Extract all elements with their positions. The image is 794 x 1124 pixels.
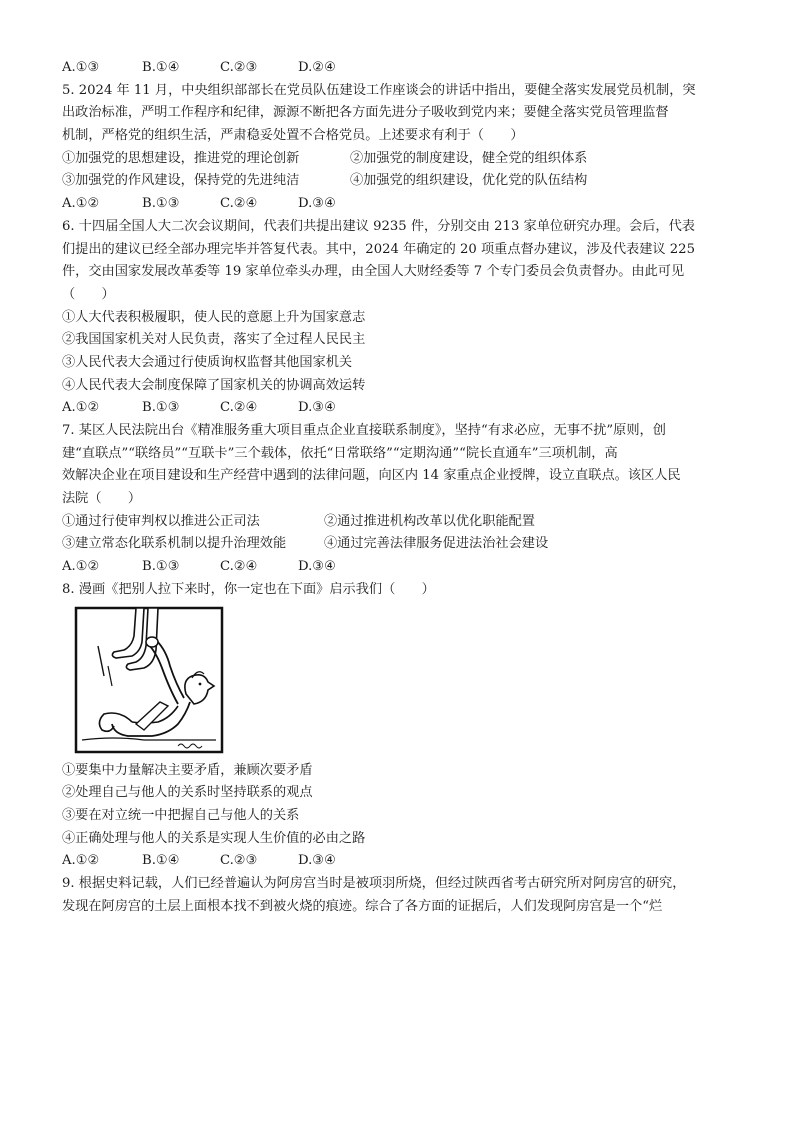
option-d[interactable]: D.②④ <box>298 60 336 75</box>
q7-item-2: ②通过推进机构改革以优化职能配置 <box>324 513 535 529</box>
option-c[interactable]: C.②④ <box>220 196 258 212</box>
q5-options <box>62 193 738 216</box>
option-c[interactable]: C.②④ <box>220 559 258 575</box>
option-c[interactable]: C.②③ <box>220 853 258 869</box>
q6-stem-line-3: 件，交由国家发展改革委等 19 家单位牵头办理，由全国人大财经委等 7 个专门委员会负责督办。由此可见 <box>62 264 685 280</box>
q7-item-4: ④通过完善法律服务促进法治社会建设 <box>324 536 549 552</box>
option-b[interactable]: B.①③ <box>142 196 180 212</box>
q8-item-4: ④正确处理与他人的关系是实现人生价值的必由之路 <box>62 830 366 846</box>
option-c[interactable]: C.②④ <box>220 400 258 416</box>
q8-item-3: ③要在对立统一中把握自己与他人的关系 <box>62 807 300 823</box>
q7-options <box>62 556 738 579</box>
q7-stem-line-2: 建“直联点”“联络员”“互联卡”三个载体，依托“日常联络”“定期沟通”“院长直通车”三项机制，高 <box>62 445 618 461</box>
option-b[interactable]: B.①③ <box>142 400 180 416</box>
option-a[interactable]: A.①② <box>62 196 100 212</box>
q8-stem: 8. 漫画《把别人拉下来时，你一定也在下面》启示我们（ ） <box>62 581 435 597</box>
q7-item-3: ③建立常态化联系机制以提升治理效能 <box>62 536 287 552</box>
eye <box>199 682 202 685</box>
option-d[interactable]: D.③④ <box>298 400 336 416</box>
q9-stem-line-2: 发现在阿房宫的土层上面根本找不到被火烧的痕迹。综合了各方面的证据后，人们发现阿房宫是一个“烂 <box>62 898 663 914</box>
q4-options <box>62 57 738 80</box>
option-d[interactable]: D.③④ <box>298 196 336 212</box>
q8-item-1: ①要集中力量解决主要矛盾，兼顾次要矛盾 <box>62 762 313 778</box>
q5-item-2: ②加强党的制度建设，健全党的组织体系 <box>350 150 588 166</box>
q6-item-1: ①人大代表积极履职，使人民的意愿上升为国家意志 <box>62 309 366 325</box>
q6-stem-line-4: （ ） <box>62 286 115 302</box>
option-a[interactable]: A.①③ <box>62 60 100 75</box>
q7-item-1: ①通过行使审判权以推进公正司法 <box>62 513 260 529</box>
cartoon-drawing <box>74 606 224 754</box>
option-b[interactable]: B.①④ <box>142 60 180 75</box>
exam-page <box>62 57 738 918</box>
hands <box>146 637 158 647</box>
q5-stem-line-2: 出政治标准，严明工作程序和纪律，源源不断把各方面先进分子吸收到党内来；要健全落实党员管理监督 <box>62 105 669 121</box>
option-d[interactable]: D.③④ <box>298 853 336 869</box>
q6-options <box>62 397 738 420</box>
q5-item-4: ④加强党的组织建设，优化党的队伍结构 <box>350 173 588 189</box>
option-b[interactable]: B.①③ <box>142 559 180 575</box>
q6-stem-line-1: 6. 十四届全国人大二次会议期间，代表们共提出建议 9235 件，分别交由 213 家单位研究办理。会后，代表 <box>62 218 695 234</box>
option-a[interactable]: A.①② <box>62 559 100 575</box>
option-a[interactable]: A.①② <box>62 853 100 869</box>
q5-stem-line-3: 机制，严格党的组织生活，严肃稳妥处置不合格党员。上述要求有利于（ ） <box>62 128 524 144</box>
q7-stem-line-3: 效解决企业在项目建设和生产经营中遇到的法律问题，向区内 14 家重点企业授牌，设立直联点。该区人民 <box>62 468 681 484</box>
q6-item-3: ③人民代表大会通过行使质询权监督其他国家机关 <box>62 354 353 370</box>
q5-item-1: ①加强党的思想建设，推进党的理论创新 <box>62 150 300 166</box>
q7-stem-line-4: 法院（ ） <box>62 491 142 507</box>
q8-options <box>62 850 738 873</box>
cartoon-image <box>74 606 224 754</box>
q9-stem-line-1: 9. 根据史料记载，人们已经普遍认为阿房宫当时是被项羽所烧，但经过陕西省考古研究所对阿房宫的研究， <box>62 875 686 891</box>
option-c[interactable]: C.②③ <box>220 60 258 75</box>
q6-item-2: ②我国国家机关对人民负责，落实了全过程人民民主 <box>62 332 366 348</box>
q7-items-row-1 <box>62 511 738 534</box>
q8-item-2: ②处理自己与他人的关系时坚持联系的观点 <box>62 785 313 801</box>
q5-items-row-1 <box>62 148 738 171</box>
q5-items-row-2 <box>62 170 738 193</box>
option-a[interactable]: A.①② <box>62 400 100 416</box>
option-d[interactable]: D.③④ <box>298 559 336 575</box>
q7-items-row-2 <box>62 533 738 556</box>
q6-stem-line-2: 们提出的建议已经全部办理完毕并答复代表。其中，2024 年确定的 20 项重点督办建议，涉及代表建议 225 <box>62 241 695 257</box>
q5-item-3: ③加强党的作风建设，保持党的先进纯洁 <box>62 173 300 189</box>
q7-stem-line-1: 7. 某区人民法院出台《精准服务重大项目重点企业直接联系制度》，坚持“有求必应，无事不扰”原则，创 <box>62 423 666 438</box>
option-b[interactable]: B.①④ <box>142 853 180 869</box>
q5-stem-line-1: 5. 2024 年 11 月，中央组织部部长在党员队伍建设工作座谈会的讲话中指出，要健全落实发展党员机制，突 <box>62 82 696 98</box>
q6-item-4: ④人民代表大会制度保障了国家机关的协调高效运转 <box>62 377 366 393</box>
